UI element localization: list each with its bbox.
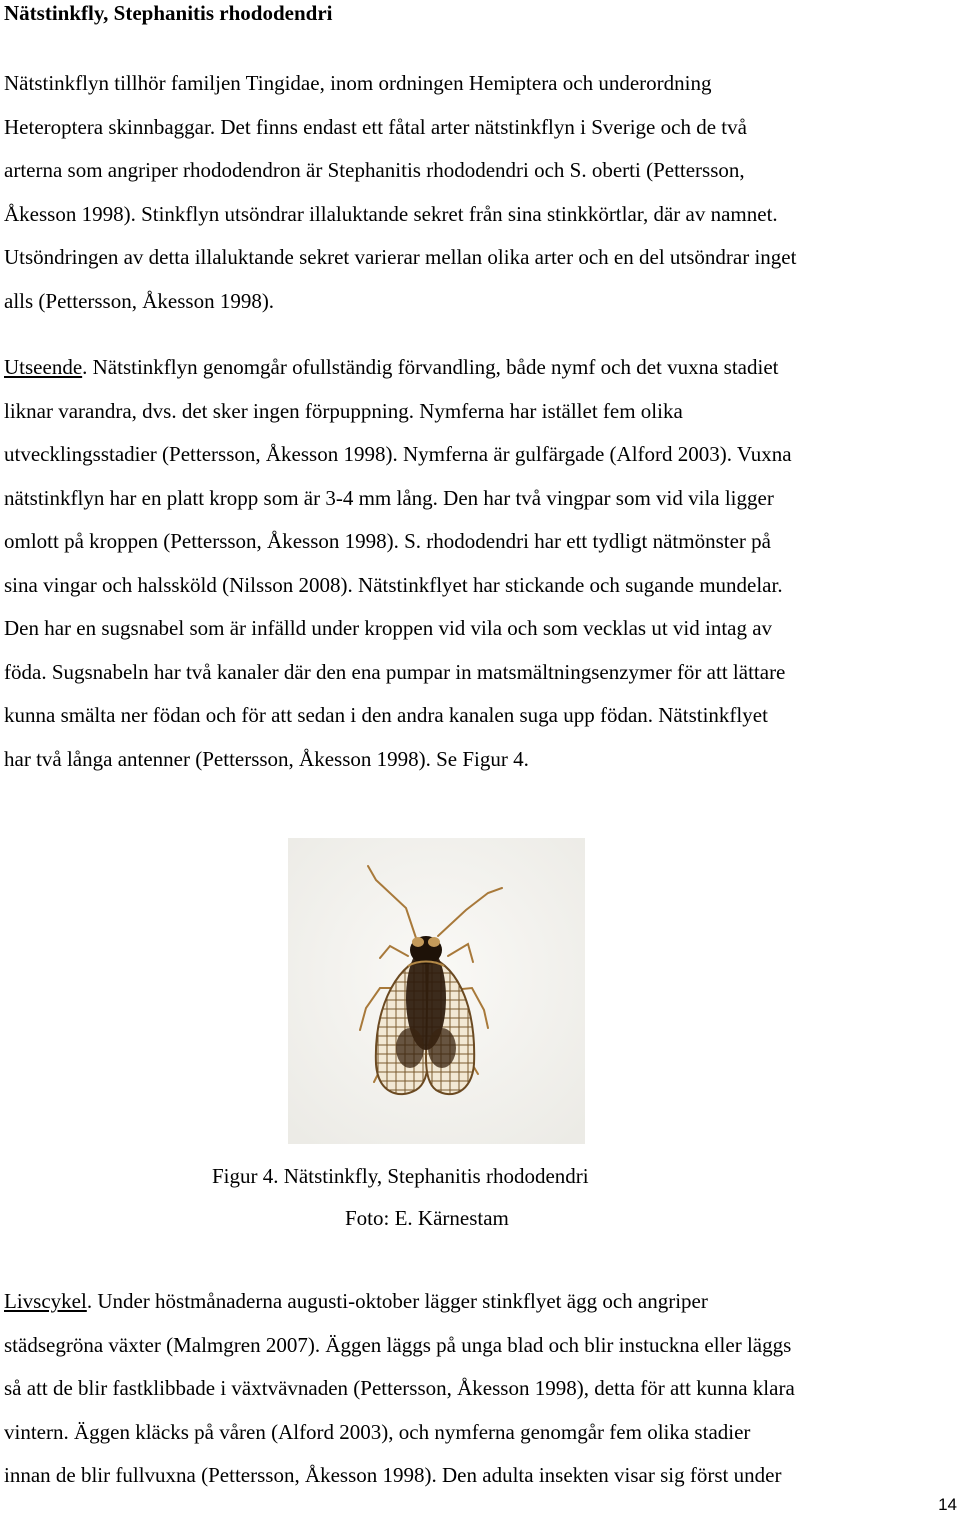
text-line: nätstinkflyn har en platt kropp som är 3-4 mm lång. Den har två vingpar som vid vila ligger	[4, 485, 774, 510]
photo-credit: Foto: E. Kärnestam	[345, 1206, 509, 1230]
appearance-label: Utseende	[4, 355, 83, 379]
text-line: så att de blir fastklibbade i växtvävnaden (Pettersson, Åkesson 1998), detta för att kunna klara	[4, 1376, 795, 1400]
text-line: städsegröna växter (Malmgren 2007). Äggen läggs på unga blad och blir instuckna eller läggs	[4, 1332, 792, 1357]
text-line	[4, 346, 960, 390]
text-line: innan de blir fullvuxna (Pettersson, Åkesson 1998). Den adulta insekten visar sig först under	[4, 1463, 782, 1487]
text-line: Nätstinkflyn tillhör familjen Tingidae, inom ordningen Hemiptera och underordning	[4, 71, 712, 95]
text-fragment: . Nätstinkflyn genomgår ofullständig förvandling, både nymf och det vuxna stadiet	[82, 355, 779, 379]
paragraph-life-cycle	[4, 1280, 960, 1498]
text-line: sina vingar och halssköld (Nilsson 2008). Nätstinkflyet har stickande och sugande mundelar.	[4, 572, 783, 597]
section-heading: Nätstinkfly, Stephanitis rhododendri	[4, 1, 333, 25]
text-line: arterna som angriper rhododendron är Stephanitis rhododendri och S. oberti (Pettersson,	[4, 158, 745, 182]
lace-bug-illustration	[288, 838, 585, 1144]
text-line: Åkesson 1998). Stinkflyn utsöndrar illaluktande sekret från sina stinkkörtlar, där av namnet.	[4, 201, 778, 226]
paragraph-introduction	[4, 62, 960, 323]
insect-photo	[288, 838, 585, 1144]
figure-caption: Figur 4. Nätstinkfly, Stephanitis rhododendri	[212, 1164, 589, 1188]
life-cycle-label: Livscykel	[4, 1289, 87, 1313]
text-line: har två långa antenner (Pettersson, Åkesson 1998). Se Figur 4.	[4, 746, 529, 771]
text-line: vintern. Äggen kläcks på våren (Alford 2003), och nymferna genomgår fem olika stadier	[4, 1419, 751, 1444]
text-line: utvecklingsstadier (Pettersson, Åkesson 1998). Nymferna är gulfärgade (Alford 2003). Vuxna	[4, 442, 792, 466]
page-number: 14	[938, 1495, 957, 1514]
text-line: Utsöndringen av detta illaluktande sekret varierar mellan olika arter och en del utsöndrar inget	[4, 245, 797, 269]
text-line: Den har en sugsnabel som är infälld under kroppen vid vila och som vecklas ut vid intag av	[4, 616, 773, 640]
paragraph-appearance	[4, 346, 960, 781]
text-line: kunna smälta ner födan och för att sedan i den andra kanalen suga upp födan. Nätstinkflyet	[4, 703, 768, 727]
text-line: föda. Sugsnabeln har två kanaler där den ena pumpar in matsmältningsenzymer för att lättare	[4, 659, 786, 684]
text-line	[4, 1280, 960, 1324]
text-line: liknar varandra, dvs. det sker ingen förpuppning. Nymferna har istället fem olika	[4, 398, 683, 423]
text-line: Heteroptera skinnbaggar. Det finns endast ett fåtal arter nätstinkflyn i Sverige och de två	[4, 114, 747, 139]
text-line: omlott på kroppen (Pettersson, Åkesson 1998). S. rhododendri har ett tydligt nätmönster på	[4, 529, 771, 553]
text-line: alls (Pettersson, Åkesson 1998).	[4, 288, 275, 313]
text-fragment: . Under höstmånaderna augusti-oktober lägger stinkflyet ägg och angriper	[86, 1289, 708, 1313]
